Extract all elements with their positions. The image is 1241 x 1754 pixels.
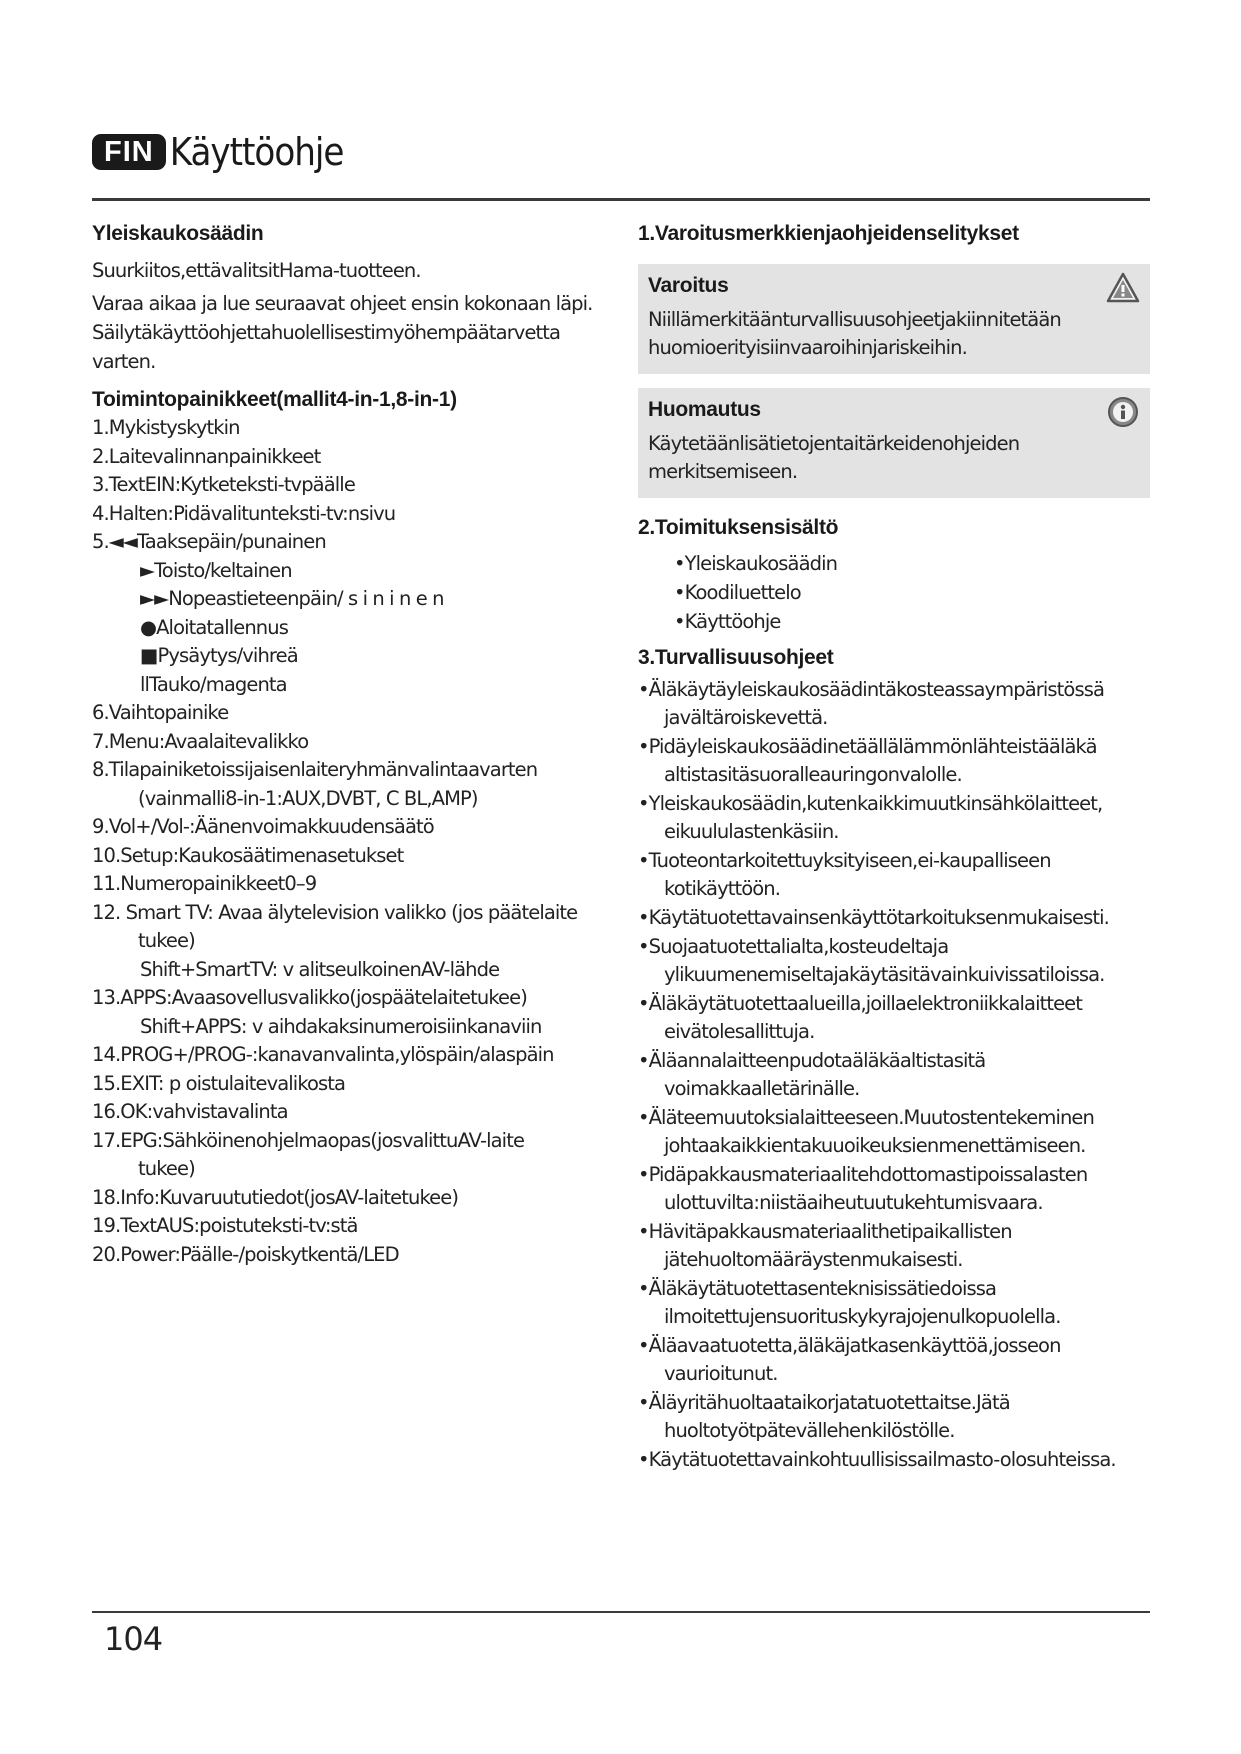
button-description-item <box>92 500 612 529</box>
right-column <box>638 222 1150 1475</box>
safety-instruction-item-text: Äläannalaitteenpudotaäläkäaltistasitä <box>648 1049 986 1072</box>
bullet-icon: • <box>638 1220 649 1243</box>
button-description-item-text: Shift+APPS: v aihdakaksinumeroisiinkanaviin <box>140 1014 542 1038</box>
note-title: Huomautus <box>648 398 761 421</box>
safety-instruction-item <box>638 1104 1150 1160</box>
safety-instruction-item-continuation: kotikäyttöön. <box>664 877 781 900</box>
button-description-item-text: 11.Numeropainikkeet0–9 <box>92 872 317 895</box>
button-description-item-text: 7.Menu:Avaalaitevalikko <box>92 729 309 753</box>
safety-instruction-item <box>638 1389 1150 1445</box>
safety-instruction-item <box>638 847 1150 903</box>
note-text: merkitsemiseen. <box>648 460 798 483</box>
package-content-item-text: Yleiskaukosäädin <box>684 552 838 575</box>
button-description-item <box>92 557 612 586</box>
button-description-item-text: 5.◄◄Taaksepäin/punainen <box>92 530 326 553</box>
bullet-icon: • <box>638 1163 649 1186</box>
note-text: Käytetäänlisätietojentaitärkeidenohjeiden <box>648 432 1020 455</box>
package-contents-list <box>638 550 1150 636</box>
page-title: Käyttöohje <box>169 130 344 174</box>
safety-instruction-item-text: Käytätuotettavainsenkäyttötarkoituksenmukaisesti. <box>648 906 1109 929</box>
safety-instruction-item-text: Äläkäytätuotettaalueilla,joillaelektroniikkalaitteet <box>648 992 1083 1015</box>
package-content-item <box>638 579 1150 607</box>
safety-instruction-item-text: Äläyritähuoltaataikorjatatuotettaitse.Jätä <box>648 1391 1010 1414</box>
safety-instruction-item <box>638 933 1150 989</box>
button-description-item <box>92 728 612 757</box>
header-divider <box>92 198 1150 201</box>
button-description-item <box>92 956 612 985</box>
button-description-item-continuation: tukee) <box>138 929 195 952</box>
safety-instruction-item-text: Äläkäytäyleiskaukosäädintäkosteassaympäristössä <box>648 678 1105 701</box>
info-icon <box>1106 396 1140 428</box>
button-description-item <box>92 1184 612 1213</box>
warning-box <box>638 264 1150 374</box>
safety-instruction-item <box>638 1332 1150 1388</box>
button-description-item <box>92 842 612 871</box>
package-content-item-text: Koodiluettelo <box>684 581 801 604</box>
safety-instruction-item-continuation: javältäroiskevettä. <box>664 706 828 729</box>
button-description-item-text: 16.OK:vahvistavalinta <box>92 1100 288 1123</box>
button-description-item <box>92 699 612 728</box>
note-box <box>638 388 1150 498</box>
button-description-item <box>92 1098 612 1127</box>
safety-instruction-item-continuation: vaurioitunut. <box>664 1362 778 1385</box>
safety-instruction-item <box>638 790 1150 846</box>
bullet-icon: • <box>638 1049 649 1072</box>
safety-instruction-item-continuation: eivätolesallittuja. <box>664 1020 815 1043</box>
button-description-item <box>92 585 612 614</box>
safety-instruction-item <box>638 1047 1150 1103</box>
button-description-item <box>92 1013 612 1042</box>
safety-instructions-list <box>638 676 1150 1474</box>
bullet-icon: • <box>638 678 649 701</box>
safety-instruction-item-text: Suojaatuotettalialta,kosteudeltaja <box>648 935 949 958</box>
button-description-item <box>92 414 612 443</box>
bullet-icon: • <box>638 735 649 758</box>
button-description-item <box>92 443 612 472</box>
package-content-item <box>638 608 1150 636</box>
buttons-heading: Toimintopainikkeet(mallit4-in-1,8-in-1) <box>92 388 457 411</box>
button-description-item-text: 14.PROG+/PROG-:kanavanvalinta,ylöspäin/alaspäin <box>92 1043 554 1066</box>
button-description-item-text: Shift+SmartTV: v alitseulkoinenAV-lähde <box>140 957 500 981</box>
button-description-item <box>92 870 612 899</box>
bullet-icon: • <box>638 1334 649 1357</box>
button-description-item-text: 13.APPS:Avaasovellusvalikko(jospäätelaitetukee) <box>92 986 527 1009</box>
button-description-item-text: 8.Tilapainiketoissijaisenlaiteryhmänvalintaavarten <box>92 758 538 781</box>
bullet-icon: • <box>638 935 649 958</box>
button-description-item <box>92 614 612 643</box>
safety-instruction-item-text: Käytätuotettavainkohtuullisissailmasto-olosuhteissa. <box>648 1448 1116 1471</box>
safety-instruction-item-continuation: johtaakaikkientakuuoikeuksienmenettämiseen. <box>664 1134 1086 1157</box>
safety-instruction-item <box>638 904 1150 932</box>
button-description-item-continuation: (vainmalli8-in-1:AUX,DVBT, C BL,AMP) <box>138 786 478 810</box>
section2-heading: 2.Toimituksensisältö <box>638 516 839 539</box>
button-description-item-text: 6.Vaihtopainike <box>92 701 229 724</box>
intro-line: Varaa aikaa ja lue seuraavat ohjeet ensin kokonaan läpi. <box>92 292 593 315</box>
safety-instruction-item-text: Hävitäpakkausmateriaalithetipaikallisten <box>648 1220 1012 1243</box>
safety-instruction-item-continuation: altistasitäsuoralleauringonvalolle. <box>664 763 962 786</box>
bullet-icon: • <box>638 992 649 1015</box>
button-description-item <box>92 984 612 1013</box>
section3-heading: 3.Turvallisuusohjeet <box>638 646 834 669</box>
button-description-item-text: 1.Mykistyskytkin <box>92 416 240 439</box>
button-description-item <box>92 642 612 671</box>
button-description-item <box>92 1070 612 1099</box>
safety-instruction-item-continuation: ulottuvilta:niistäaiheutuutukehtumisvaara. <box>664 1191 1043 1214</box>
intro-text <box>92 256 612 376</box>
bullet-icon: • <box>638 1448 649 1471</box>
bullet-icon: • <box>638 1106 649 1129</box>
package-content-item-text: Käyttöohje <box>684 610 781 633</box>
bullet-icon: • <box>674 610 685 633</box>
warning-text: huomioerityisiinvaaroihinjariskeihin. <box>648 336 967 359</box>
intro-line: Suurkiitos,ettävalitsitHama-tuotteen. <box>92 259 421 282</box>
button-description-item <box>92 1241 612 1270</box>
page-number: 104 <box>104 1620 163 1658</box>
button-description-item <box>92 813 612 842</box>
safety-instruction-item-continuation: jätehuoltomääräystenmukaisesti. <box>664 1248 963 1271</box>
safety-instruction-item-continuation: ilmoitettujensuorituskykyrajojenulkopuolella. <box>664 1305 1061 1328</box>
footer-divider <box>92 1611 1150 1613</box>
warning-title: Varoitus <box>648 274 729 297</box>
intro-line: varten. <box>92 350 156 373</box>
safety-instruction-item-continuation: ylikuumenemiseltajakäytäsitävainkuivissatiloissa. <box>664 963 1105 986</box>
safety-instruction-item-text: Äläkäytätuotettasenteknisissätiedoissa <box>648 1277 997 1300</box>
button-description-item <box>92 1127 612 1184</box>
button-description-item <box>92 1041 612 1070</box>
warning-text: Niillämerkitäänturvallisuusohjeetjakiinnitetään <box>648 308 1061 331</box>
safety-instruction-item-text: Pidäpakkausmateriaalitehdottomastipoissalasten <box>648 1163 1088 1186</box>
function-buttons-list <box>92 414 612 1269</box>
safety-instruction-item-text: Tuoteontarkoitettuyksityiseen,ei-kaupalliseen <box>648 849 1051 872</box>
safety-instruction-item <box>638 1218 1150 1274</box>
bullet-icon: • <box>638 792 649 815</box>
button-description-item <box>92 671 612 700</box>
button-description-item-text: 15.EXIT: p oistulaitevalikosta <box>92 1071 346 1095</box>
safety-instruction-item-continuation: voimakkaalletärinälle. <box>664 1077 860 1100</box>
safety-instruction-item-text: Äläavaatuotetta,äläkäjatkasenkäyttöä,josseon <box>648 1334 1061 1357</box>
bullet-icon: • <box>674 552 685 575</box>
button-description-item-text: 9.Vol+/Vol-:Äänenvoimakkuudensäätö <box>92 815 434 838</box>
intro-line: Säilytäkäyttöohjettahuolellisestimyöhempäätarvetta <box>92 321 561 344</box>
button-description-item <box>92 899 612 956</box>
button-description-item-text: ►►Nopeastieteenpäin/ s i n i n e n <box>140 587 444 610</box>
bullet-icon: • <box>638 1391 649 1414</box>
button-description-item-text: 18.Info:Kuvaruututiedot(josAV-laitetukee) <box>92 1185 459 1209</box>
button-description-item <box>92 528 612 557</box>
safety-instruction-item <box>638 1161 1150 1217</box>
safety-instruction-item-text: Pidäyleiskaukosäädinetäällälämmönlähteistääläkä <box>648 735 1097 758</box>
button-description-item-text: llTauko/magenta <box>140 672 287 696</box>
safety-instruction-item-text: Yleiskaukosäädin,kutenkaikkimuutkinsähkölaitteet, <box>648 792 1103 815</box>
safety-instruction-item <box>638 1275 1150 1331</box>
section1-heading: 1.Varoitusmerkkienjaohjeidenselitykset <box>638 222 1019 245</box>
intro-heading: Yleiskaukosäädin <box>92 222 264 245</box>
safety-instruction-item-continuation: huoltotyötpätevällehenkilöstölle. <box>664 1419 955 1442</box>
bullet-icon: • <box>674 581 685 604</box>
package-content-item <box>638 550 1150 578</box>
warning-triangle-icon <box>1106 272 1140 304</box>
safety-instruction-item <box>638 990 1150 1046</box>
button-description-item-text: 19.TextAUS:poistuteksti-tv:stä <box>92 1214 358 1237</box>
button-description-item <box>92 756 612 813</box>
safety-instruction-item <box>638 1446 1150 1474</box>
button-description-item-text: 10.Setup:Kaukosäätimenasetukset <box>92 843 404 867</box>
left-column <box>92 222 612 1269</box>
safety-instruction-item-continuation: eikuululastenkäsiin. <box>664 820 839 843</box>
safety-instruction-item <box>638 733 1150 789</box>
language-badge: FIN <box>92 134 166 170</box>
button-description-item-text: 2.Laitevalinnanpainikkeet <box>92 444 321 468</box>
button-description-item <box>92 471 612 500</box>
bullet-icon: • <box>638 906 649 929</box>
safety-instruction-item <box>638 676 1150 732</box>
button-description-item-text: ●Aloitatallennus <box>140 615 288 639</box>
button-description-item-text: 4.Halten:Pidävalitunteksti-tv:nsivu <box>92 501 396 525</box>
button-description-item-text: 12. Smart TV: Avaa älytelevision valikko (jos päätelaite <box>92 900 578 924</box>
button-description-item-text: 20.Power:Päälle-/poiskytkentä/LED <box>92 1242 399 1266</box>
button-description-item-text: 3.TextEIN:Kytketeksti-tvpäälle <box>92 473 355 496</box>
page-header <box>92 122 343 182</box>
safety-instruction-item-text: Äläteemuutoksialaitteeseen.Muutostentekeminen <box>648 1106 1094 1129</box>
bullet-icon: • <box>638 1277 649 1300</box>
bullet-icon: • <box>638 849 649 872</box>
button-description-item-continuation: tukee) <box>138 1157 195 1180</box>
button-description-item-text: ■Pysäytys/vihreä <box>140 644 298 667</box>
button-description-item-text: ►Toisto/keltainen <box>140 558 292 582</box>
button-description-item-text: 17.EPG:Sähköinenohjelmaopas(josvalittuAV-laite <box>92 1128 525 1152</box>
button-description-item <box>92 1212 612 1241</box>
